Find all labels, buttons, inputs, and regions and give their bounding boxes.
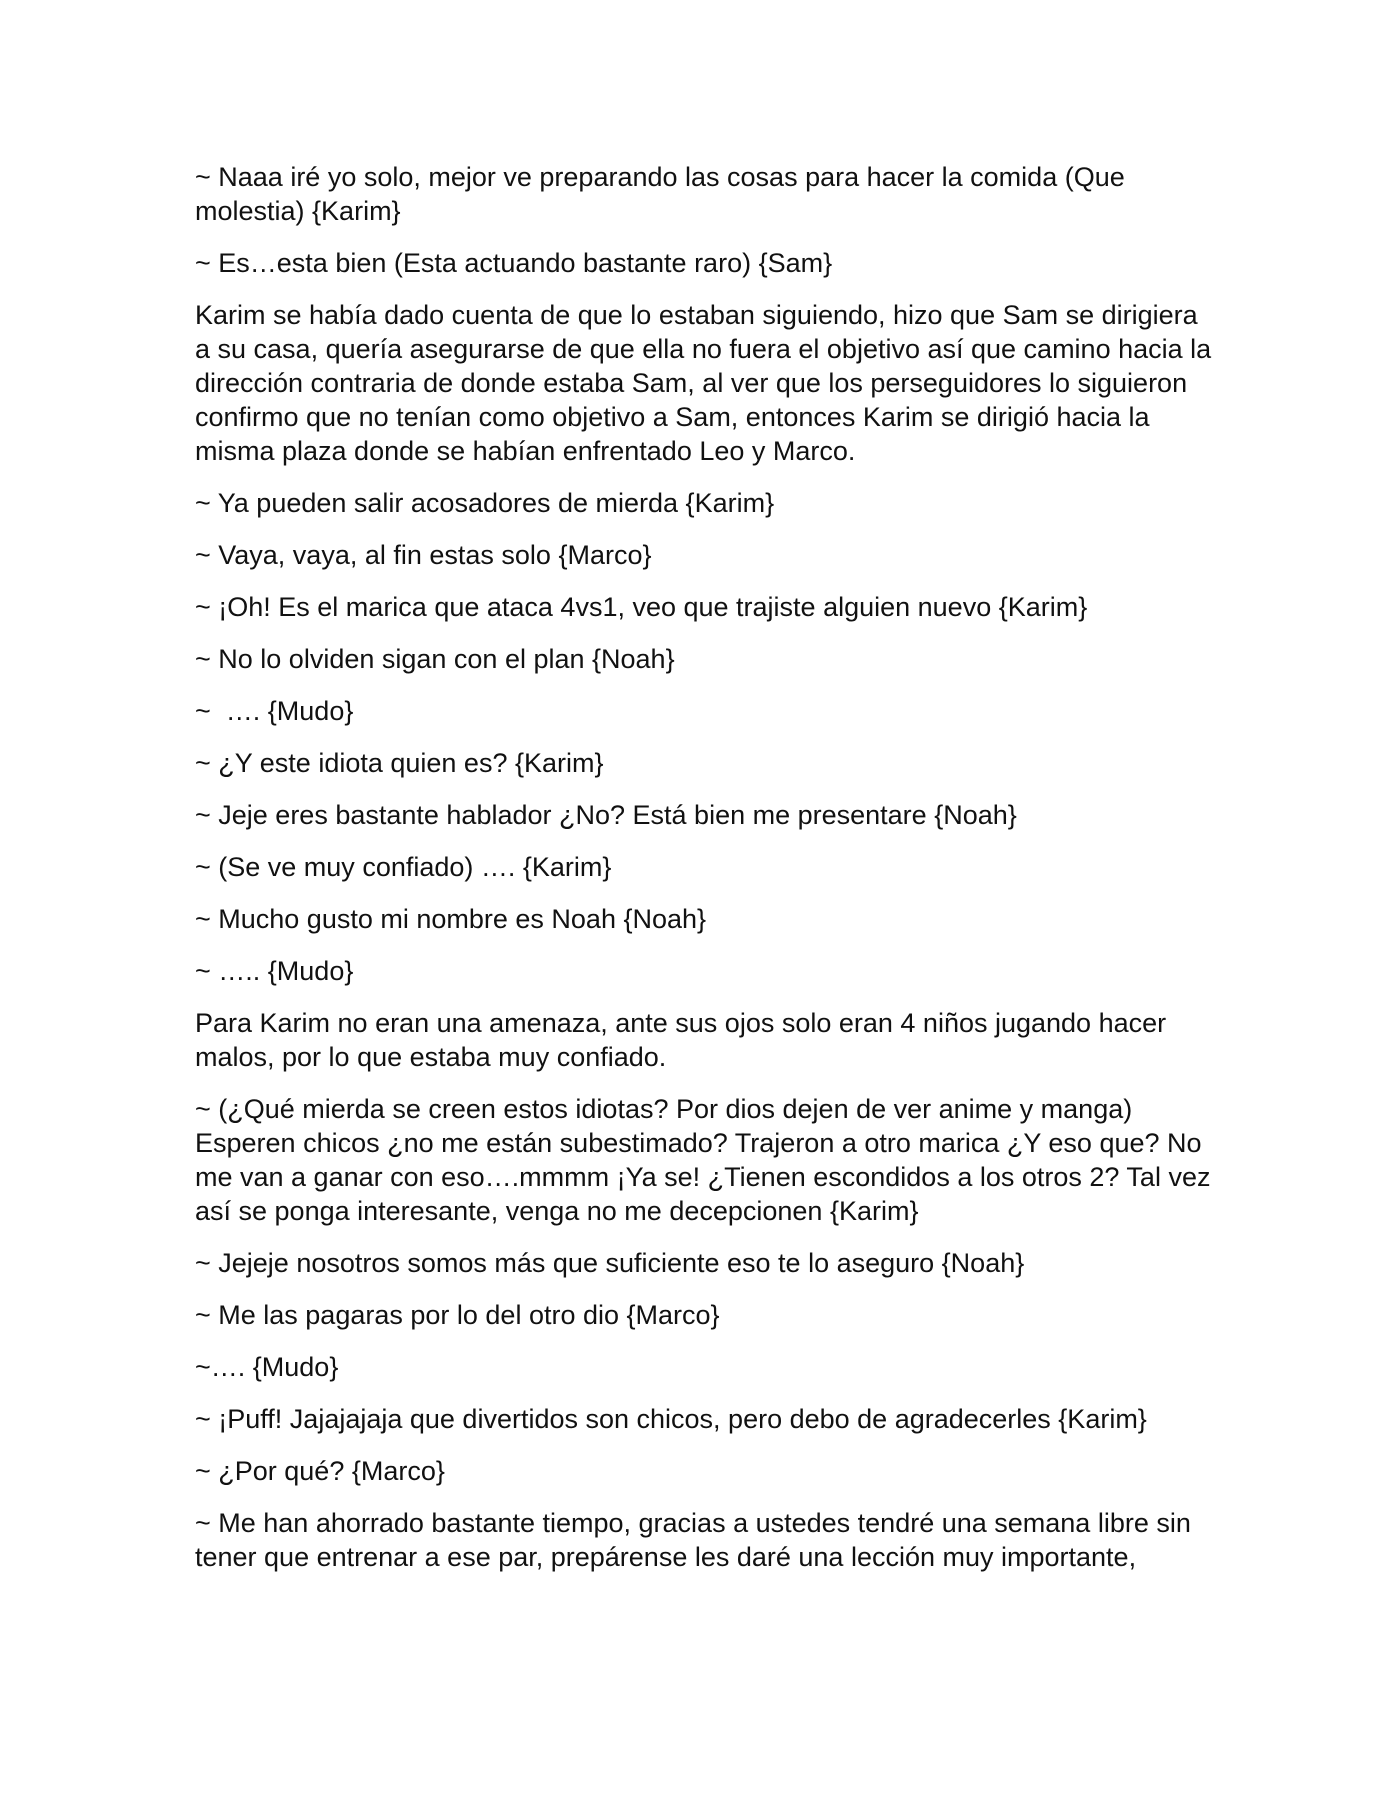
dialogue-line: ~ Naaa iré yo solo, mejor ve preparando las cosas para hacer la comida (Que molestia) {Karim} [195,162,1133,226]
dialogue-line: ~ Vaya, vaya, al fin estas solo {Marco} [195,540,652,570]
dialogue-line: ~ ….. {Mudo} [195,956,354,986]
dialogue-line: ~ Me las pagaras por lo del otro dio {Marco} [195,1300,720,1330]
dialogue-line: ~ ¡Oh! Es el marica que ataca 4vs1, veo que trajiste alguien nuevo {Karim} [195,592,1088,622]
document-body [195,160,1219,1592]
narration-paragraph: Para Karim no eran una amenaza, ante sus ojos solo eran 4 niños jugando hacer malos, por lo que estaba muy confiado. [195,1008,1174,1072]
dialogue-line: ~ Jejeje nosotros somos más que suficiente eso te lo aseguro {Noah} [195,1248,1025,1278]
dialogue-line: ~ No lo olviden sigan con el plan {Noah} [195,644,675,674]
dialogue-line: ~ (¿Qué mierda se creen estos idiotas? Por dios dejen de ver anime y manga) Esperen chicos ¿no me están subestimado? Trajeron a otro marica ¿Y eso que? No me van a ganar con eso….mmmm ¡Ya se! ¿Tienen escondidos a los otros 2? Tal vez así se ponga interesante, venga no me decepcionen {Karim} [195,1094,1218,1226]
dialogue-line: ~ Me han ahorrado bastante tiempo, gracias a ustedes tendré una semana libre sin tener que entrenar a ese par, prepárense les daré una lección muy importante, [195,1508,1199,1572]
dialogue-line: ~ ¿Por qué? {Marco} [195,1456,445,1486]
dialogue-line: ~ Jeje eres bastante hablador ¿No? Está bien me presentare {Noah} [195,800,1017,830]
dialogue-line: ~ ¿Y este idiota quien es? {Karim} [195,748,604,778]
dialogue-line: ~ Ya pueden salir acosadores de mierda {Karim} [195,488,775,518]
narration-paragraph: Karim se había dado cuenta de que lo estaban siguiendo, hizo que Sam se dirigiera a su casa, quería asegurarse de que ella no fuera el objetivo así que camino hacia la dirección contraria de donde estaba Sam, al ver que los perseguidores lo siguieron confirmo que no tenían como objetivo a Sam, entonces Karim se dirigió hacia la misma plaza donde se habían enfrentado Leo y Marco. [195,300,1219,466]
dialogue-line: ~ (Se ve muy confiado) …. {Karim} [195,852,612,882]
dialogue-line: ~ …. {Mudo} [195,696,354,726]
dialogue-line: ~ Es…esta bien (Esta actuando bastante raro) {Sam} [195,248,833,278]
dialogue-line: ~…. {Mudo} [195,1352,339,1382]
dialogue-line: ~ Mucho gusto mi nombre es Noah {Noah} [195,904,707,934]
dialogue-line: ~ ¡Puff! Jajajajaja que divertidos son chicos, pero debo de agradecerles {Karim} [195,1404,1147,1434]
